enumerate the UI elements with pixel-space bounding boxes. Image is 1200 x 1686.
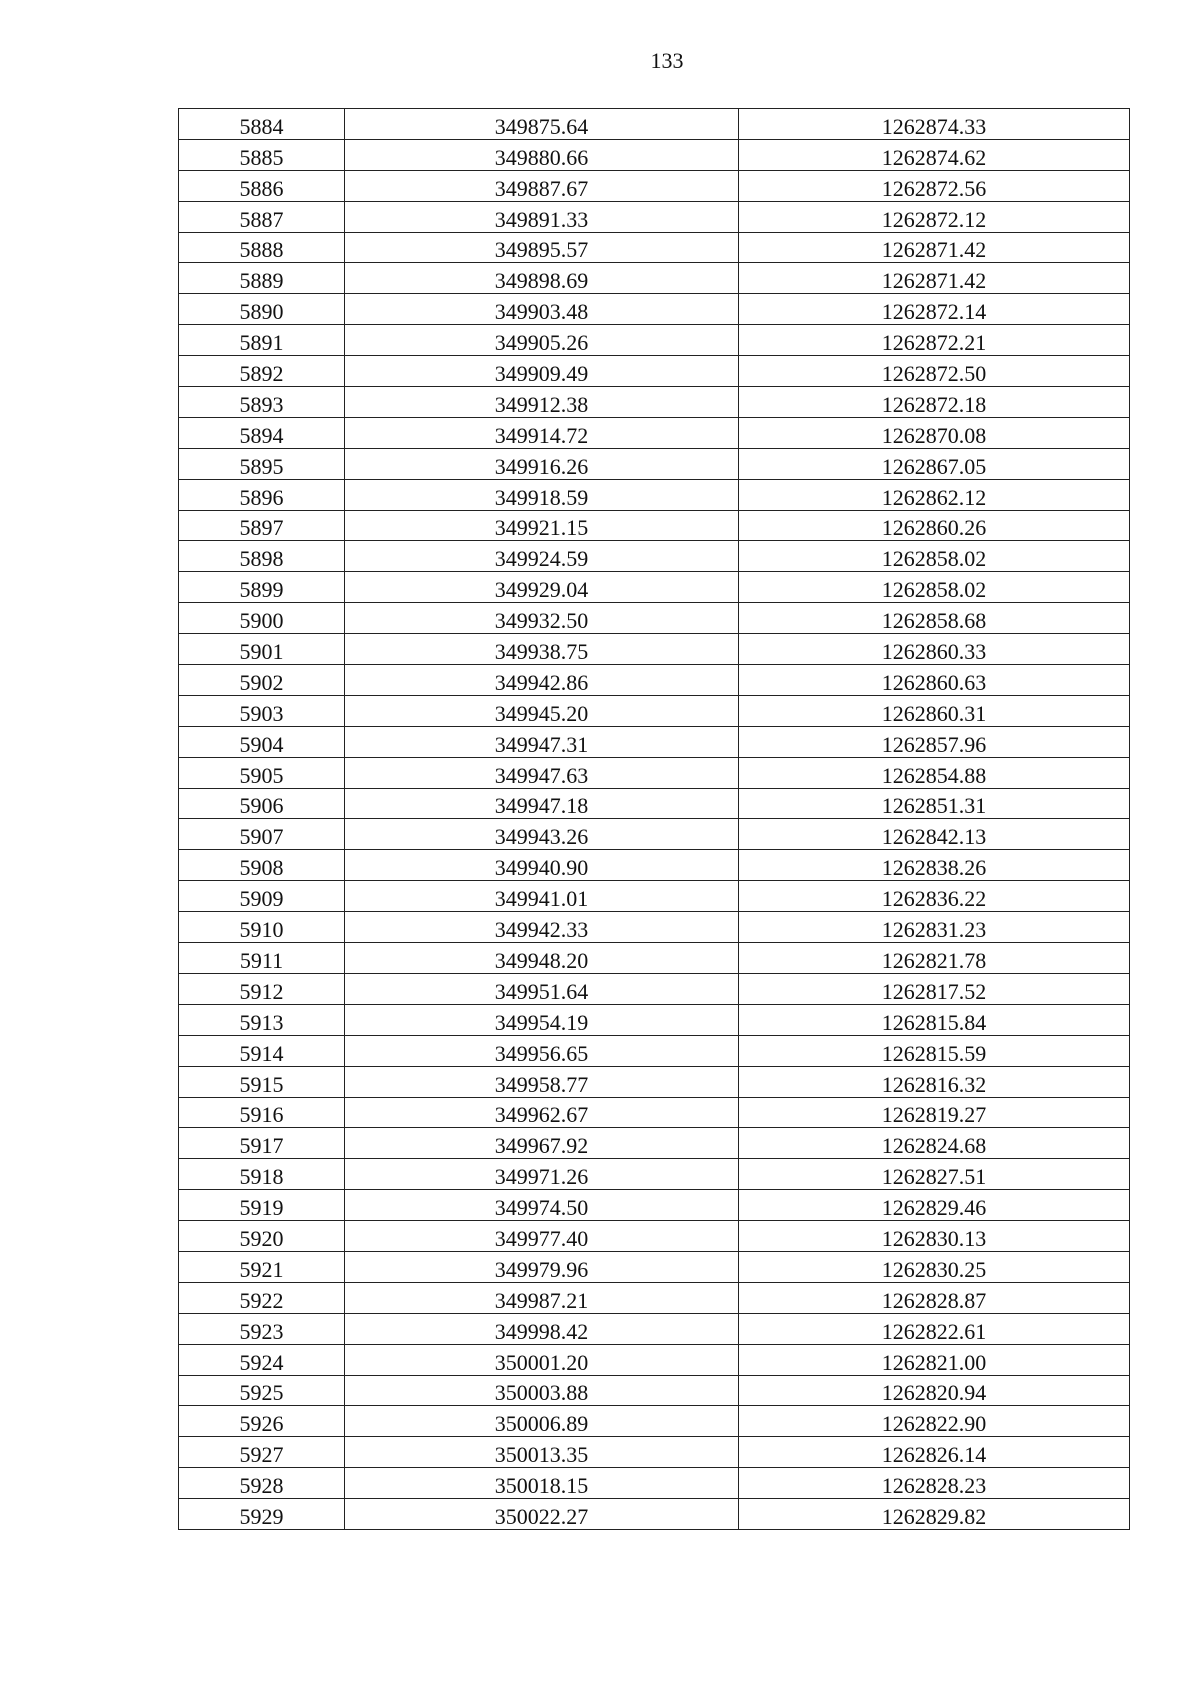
point-number-cell: 5929 <box>179 1499 345 1530</box>
y-coordinate-cell: 1262828.87 <box>739 1282 1130 1313</box>
table-row <box>179 541 1130 572</box>
x-coordinate-cell: 349875.64 <box>345 109 739 140</box>
y-coordinate-cell: 1262836.22 <box>739 881 1130 912</box>
point-number-cell: 5896 <box>179 479 345 510</box>
point-number-cell: 5906 <box>179 788 345 819</box>
x-coordinate-cell: 349916.26 <box>345 448 739 479</box>
table-row <box>179 572 1130 603</box>
table-row <box>179 1406 1130 1437</box>
table-row <box>179 1190 1130 1221</box>
y-coordinate-cell: 1262858.02 <box>739 572 1130 603</box>
x-coordinate-cell: 349924.59 <box>345 541 739 572</box>
x-coordinate-cell: 349895.57 <box>345 232 739 263</box>
y-coordinate-cell: 1262827.51 <box>739 1159 1130 1190</box>
x-coordinate-cell: 349942.86 <box>345 665 739 696</box>
table-row <box>179 1437 1130 1468</box>
y-coordinate-cell: 1262830.25 <box>739 1251 1130 1282</box>
point-number-cell: 5884 <box>179 109 345 140</box>
table-row <box>179 819 1130 850</box>
x-coordinate-cell: 349941.01 <box>345 881 739 912</box>
point-number-cell: 5910 <box>179 912 345 943</box>
y-coordinate-cell: 1262824.68 <box>739 1128 1130 1159</box>
coordinate-table <box>178 108 1130 1530</box>
x-coordinate-cell: 349909.49 <box>345 356 739 387</box>
x-coordinate-cell: 350001.20 <box>345 1344 739 1375</box>
y-coordinate-cell: 1262862.12 <box>739 479 1130 510</box>
table-row <box>179 263 1130 294</box>
table-row <box>179 170 1130 201</box>
x-coordinate-cell: 349951.64 <box>345 973 739 1004</box>
y-coordinate-cell: 1262815.59 <box>739 1035 1130 1066</box>
y-coordinate-cell: 1262860.63 <box>739 665 1130 696</box>
point-number-cell: 5922 <box>179 1282 345 1313</box>
x-coordinate-cell: 349947.63 <box>345 757 739 788</box>
x-coordinate-cell: 349945.20 <box>345 695 739 726</box>
table-row <box>179 1251 1130 1282</box>
point-number-cell: 5908 <box>179 850 345 881</box>
point-number-cell: 5904 <box>179 726 345 757</box>
x-coordinate-cell: 350003.88 <box>345 1375 739 1406</box>
page-number: 133 <box>650 48 684 73</box>
point-number-cell: 5918 <box>179 1159 345 1190</box>
y-coordinate-cell: 1262816.32 <box>739 1066 1130 1097</box>
point-number-cell: 5913 <box>179 1004 345 1035</box>
table-row <box>179 417 1130 448</box>
y-coordinate-cell: 1262815.84 <box>739 1004 1130 1035</box>
table-row <box>179 448 1130 479</box>
table-row <box>179 788 1130 819</box>
x-coordinate-cell: 349956.65 <box>345 1035 739 1066</box>
x-coordinate-cell: 349918.59 <box>345 479 739 510</box>
y-coordinate-cell: 1262872.18 <box>739 387 1130 418</box>
table-row <box>179 1468 1130 1499</box>
x-coordinate-cell: 349929.04 <box>345 572 739 603</box>
point-number-cell: 5903 <box>179 695 345 726</box>
x-coordinate-cell: 349954.19 <box>345 1004 739 1035</box>
point-number-cell: 5916 <box>179 1097 345 1128</box>
x-coordinate-cell: 349977.40 <box>345 1221 739 1252</box>
point-number-cell: 5887 <box>179 201 345 232</box>
point-number-cell: 5895 <box>179 448 345 479</box>
y-coordinate-cell: 1262828.23 <box>739 1468 1130 1499</box>
x-coordinate-cell: 349905.26 <box>345 325 739 356</box>
point-number-cell: 5897 <box>179 510 345 541</box>
y-coordinate-cell: 1262842.13 <box>739 819 1130 850</box>
coordinate-table-body <box>179 109 1130 1530</box>
point-number-cell: 5899 <box>179 572 345 603</box>
point-number-cell: 5921 <box>179 1251 345 1282</box>
table-row <box>179 510 1130 541</box>
point-number-cell: 5909 <box>179 881 345 912</box>
table-row <box>179 726 1130 757</box>
point-number-cell: 5902 <box>179 665 345 696</box>
y-coordinate-cell: 1262851.31 <box>739 788 1130 819</box>
table-row <box>179 294 1130 325</box>
table-row <box>179 695 1130 726</box>
x-coordinate-cell: 349903.48 <box>345 294 739 325</box>
table-row <box>179 1035 1130 1066</box>
y-coordinate-cell: 1262874.33 <box>739 109 1130 140</box>
x-coordinate-cell: 349971.26 <box>345 1159 739 1190</box>
y-coordinate-cell: 1262819.27 <box>739 1097 1130 1128</box>
table-row <box>179 1004 1130 1035</box>
x-coordinate-cell: 349998.42 <box>345 1313 739 1344</box>
table-row <box>179 1375 1130 1406</box>
y-coordinate-cell: 1262860.33 <box>739 634 1130 665</box>
table-row <box>179 109 1130 140</box>
point-number-cell: 5927 <box>179 1437 345 1468</box>
table-row <box>179 387 1130 418</box>
y-coordinate-cell: 1262870.08 <box>739 417 1130 448</box>
y-coordinate-cell: 1262857.96 <box>739 726 1130 757</box>
point-number-cell: 5920 <box>179 1221 345 1252</box>
point-number-cell: 5901 <box>179 634 345 665</box>
table-row <box>179 973 1130 1004</box>
y-coordinate-cell: 1262826.14 <box>739 1437 1130 1468</box>
x-coordinate-cell: 349974.50 <box>345 1190 739 1221</box>
x-coordinate-cell: 349887.67 <box>345 170 739 201</box>
table-row <box>179 1128 1130 1159</box>
x-coordinate-cell: 349943.26 <box>345 819 739 850</box>
table-row <box>179 201 1130 232</box>
y-coordinate-cell: 1262872.56 <box>739 170 1130 201</box>
point-number-cell: 5886 <box>179 170 345 201</box>
y-coordinate-cell: 1262872.14 <box>739 294 1130 325</box>
table-row <box>179 139 1130 170</box>
x-coordinate-cell: 349962.67 <box>345 1097 739 1128</box>
point-number-cell: 5911 <box>179 943 345 974</box>
table-row <box>179 603 1130 634</box>
y-coordinate-cell: 1262871.42 <box>739 232 1130 263</box>
table-row <box>179 1344 1130 1375</box>
y-coordinate-cell: 1262821.00 <box>739 1344 1130 1375</box>
x-coordinate-cell: 350022.27 <box>345 1499 739 1530</box>
table-row <box>179 850 1130 881</box>
x-coordinate-cell: 349942.33 <box>345 912 739 943</box>
y-coordinate-cell: 1262867.05 <box>739 448 1130 479</box>
point-number-cell: 5900 <box>179 603 345 634</box>
x-coordinate-cell: 349898.69 <box>345 263 739 294</box>
table-row <box>179 757 1130 788</box>
point-number-cell: 5893 <box>179 387 345 418</box>
x-coordinate-cell: 349979.96 <box>345 1251 739 1282</box>
point-number-cell: 5892 <box>179 356 345 387</box>
point-number-cell: 5907 <box>179 819 345 850</box>
y-coordinate-cell: 1262838.26 <box>739 850 1130 881</box>
y-coordinate-cell: 1262874.62 <box>739 139 1130 170</box>
x-coordinate-cell: 349958.77 <box>345 1066 739 1097</box>
x-coordinate-cell: 349938.75 <box>345 634 739 665</box>
y-coordinate-cell: 1262831.23 <box>739 912 1130 943</box>
table-row <box>179 665 1130 696</box>
y-coordinate-cell: 1262872.21 <box>739 325 1130 356</box>
y-coordinate-cell: 1262858.02 <box>739 541 1130 572</box>
y-coordinate-cell: 1262830.13 <box>739 1221 1130 1252</box>
point-number-cell: 5894 <box>179 417 345 448</box>
y-coordinate-cell: 1262860.31 <box>739 695 1130 726</box>
x-coordinate-cell: 349880.66 <box>345 139 739 170</box>
x-coordinate-cell: 349921.15 <box>345 510 739 541</box>
table-row <box>179 1313 1130 1344</box>
table-row <box>179 325 1130 356</box>
x-coordinate-cell: 349947.31 <box>345 726 739 757</box>
y-coordinate-cell: 1262872.50 <box>739 356 1130 387</box>
x-coordinate-cell: 349987.21 <box>345 1282 739 1313</box>
table-row <box>179 881 1130 912</box>
point-number-cell: 5890 <box>179 294 345 325</box>
table-row <box>179 479 1130 510</box>
x-coordinate-cell: 349947.18 <box>345 788 739 819</box>
point-number-cell: 5915 <box>179 1066 345 1097</box>
point-number-cell: 5885 <box>179 139 345 170</box>
table-row <box>179 1097 1130 1128</box>
table-row <box>179 1221 1130 1252</box>
y-coordinate-cell: 1262820.94 <box>739 1375 1130 1406</box>
point-number-cell: 5905 <box>179 757 345 788</box>
x-coordinate-cell: 349967.92 <box>345 1128 739 1159</box>
point-number-cell: 5919 <box>179 1190 345 1221</box>
point-number-cell: 5889 <box>179 263 345 294</box>
table-row <box>179 1159 1130 1190</box>
y-coordinate-cell: 1262860.26 <box>739 510 1130 541</box>
x-coordinate-cell: 349948.20 <box>345 943 739 974</box>
y-coordinate-cell: 1262821.78 <box>739 943 1130 974</box>
table-row <box>179 356 1130 387</box>
y-coordinate-cell: 1262871.42 <box>739 263 1130 294</box>
point-number-cell: 5888 <box>179 232 345 263</box>
x-coordinate-cell: 349912.38 <box>345 387 739 418</box>
point-number-cell: 5917 <box>179 1128 345 1159</box>
table-row <box>179 1499 1130 1530</box>
y-coordinate-cell: 1262822.90 <box>739 1406 1130 1437</box>
y-coordinate-cell: 1262858.68 <box>739 603 1130 634</box>
y-coordinate-cell: 1262829.46 <box>739 1190 1130 1221</box>
table-row <box>179 1282 1130 1313</box>
x-coordinate-cell: 349914.72 <box>345 417 739 448</box>
table-row <box>179 912 1130 943</box>
y-coordinate-cell: 1262817.52 <box>739 973 1130 1004</box>
point-number-cell: 5891 <box>179 325 345 356</box>
y-coordinate-cell: 1262829.82 <box>739 1499 1130 1530</box>
point-number-cell: 5914 <box>179 1035 345 1066</box>
table-row <box>179 232 1130 263</box>
point-number-cell: 5898 <box>179 541 345 572</box>
x-coordinate-cell: 349940.90 <box>345 850 739 881</box>
point-number-cell: 5925 <box>179 1375 345 1406</box>
point-number-cell: 5923 <box>179 1313 345 1344</box>
table-row <box>179 943 1130 974</box>
x-coordinate-cell: 350013.35 <box>345 1437 739 1468</box>
x-coordinate-cell: 349932.50 <box>345 603 739 634</box>
x-coordinate-cell: 350018.15 <box>345 1468 739 1499</box>
x-coordinate-cell: 350006.89 <box>345 1406 739 1437</box>
point-number-cell: 5928 <box>179 1468 345 1499</box>
point-number-cell: 5924 <box>179 1344 345 1375</box>
x-coordinate-cell: 349891.33 <box>345 201 739 232</box>
point-number-cell: 5926 <box>179 1406 345 1437</box>
point-number-cell: 5912 <box>179 973 345 1004</box>
table-row <box>179 634 1130 665</box>
y-coordinate-cell: 1262822.61 <box>739 1313 1130 1344</box>
y-coordinate-cell: 1262854.88 <box>739 757 1130 788</box>
y-coordinate-cell: 1262872.12 <box>739 201 1130 232</box>
table-row <box>179 1066 1130 1097</box>
